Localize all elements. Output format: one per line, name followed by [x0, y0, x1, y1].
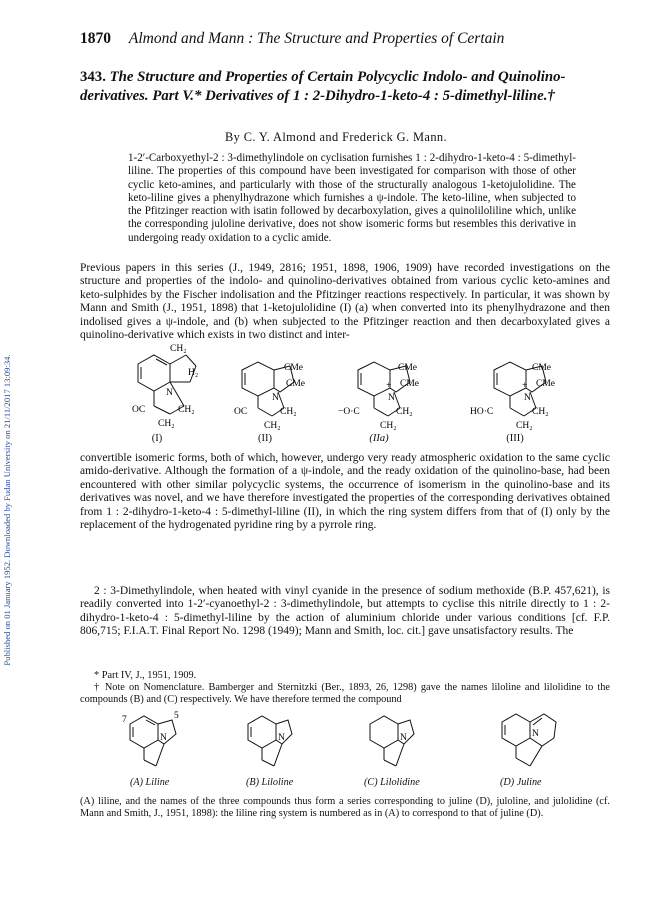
svg-text:CH₂: CH₂: [264, 421, 281, 431]
svg-text:5: 5: [174, 711, 179, 721]
footnote-tail: (A) liline, and the names of the three compounds thus form a series corresponding to juline (D), juloline, and julolidine (cf. Mann and Smith, J., 1951, 1898): the liline ring system is numbered as in (A) to correspond to that of juline (D).: [80, 796, 610, 820]
structure-IIa: [338, 356, 424, 432]
svg-text:+: +: [522, 381, 528, 391]
svg-text:CH₂: CH₂: [158, 419, 175, 429]
label-III: (III): [506, 433, 524, 444]
abstract: 1-2′-Carboxyethyl-2 : 3-dimethylindole on cyclisation furnishes 1 : 2-dihydro-1-keto-4 : 5-dimethyl-liline. The properties of this compound have been investigated for comparison with those of other cyclic keto-amines, and particularly with those of the structurally analogous 1-ketojulolidine. The keto-liline gives a phenylhydrazone which furnishes a ψ-indole. The keto-liline, when subjected to the Pfitzinger reaction with isatin followed by decarboxylation, gives a quinoliloliline which, unlike the corresponding juloline derivative, does not show isomeric forms but resembles this derivative in undergoing ready oxidation to a cyclic amide.: [128, 152, 576, 244]
svg-text:H₂: H₂: [188, 368, 199, 378]
svg-text:CH₂: CH₂: [532, 407, 549, 417]
svg-text:7: 7: [122, 715, 127, 725]
svg-text:CMe: CMe: [286, 379, 305, 389]
svg-text:OC: OC: [132, 405, 146, 415]
structure-I: [118, 342, 204, 432]
label-D: (D) Juline: [500, 777, 542, 788]
svg-text:HO·C: HO·C: [470, 407, 494, 417]
structure-C-lilolidine: [362, 710, 422, 770]
svg-text:+: +: [386, 381, 392, 391]
svg-text:−O·C: −O·C: [338, 407, 360, 417]
structure-B-liloline: [240, 710, 300, 770]
svg-text:N: N: [272, 393, 279, 403]
svg-text:N: N: [524, 393, 531, 403]
svg-text:N: N: [166, 388, 173, 398]
svg-text:N: N: [160, 733, 167, 743]
svg-text:CMe: CMe: [398, 363, 417, 373]
svg-text:CH₂: CH₂: [170, 344, 187, 354]
footnote-star: * Part IV, J., 1951, 1909.: [94, 670, 197, 681]
svg-text:CMe: CMe: [400, 379, 419, 389]
svg-text:CMe: CMe: [532, 363, 551, 373]
svg-text:CH₂: CH₂: [280, 407, 297, 417]
structure-D-juline: [490, 706, 560, 772]
paragraph-1: Previous papers in this series (J., 1949, 2816; 1951, 1898, 1906, 1909) have recorded investigations on the structure and properties of the indolo- and quinolino-derivatives obtained from various cyclic keto-amines and keto-sulphides by the Fischer indolisation and the Pfitzinger reactions respectively. In particular, it was shown by Mann and Smith (J., 1951, 1898) that 1-ketojulolidine (I) (a) when converted into its phenylhydrazone and then indolised gives a ψ-indole, and (b) when subjected to the Pfitzinger reaction and then decarboxylated gives a quinolino-derivative which exists in two distinct and inter-: [80, 262, 610, 342]
svg-text:CH₂: CH₂: [516, 421, 533, 431]
svg-text:CH₂: CH₂: [396, 407, 413, 417]
paragraph-3: 2 : 3-Dimethylindole, when heated with vinyl cyanide in the presence of sodium methoxide (B.P. 457,621), is readily converted into 1-2′-cyanoethyl-2 : 3-dimethylindole, but attempts to cyclise this nitrile directly to 1 : 2-dihydro-1-keto-4 : 5-dimethyl-liline by the action of aluminium chloride under various conditions [cf. F.P. 806,715; F.I.A.T. Final Report No. 1298 (1949); Mann and Smith, loc. cit.] gave unsatisfactory results. The: [80, 585, 610, 638]
label-IIa: (IIa): [369, 433, 389, 444]
svg-text:CMe: CMe: [536, 379, 555, 389]
article-title: [80, 68, 610, 106]
structure-A-liline: [118, 710, 188, 770]
page-number: 1870: [80, 30, 111, 47]
svg-text:CH₂: CH₂: [178, 405, 195, 415]
svg-text:N: N: [278, 733, 285, 743]
label-B: (B) Liloline: [246, 777, 294, 788]
svg-text:CH₂: CH₂: [380, 421, 397, 431]
paragraph-2: convertible isomeric forms, both of which, however, undergo very ready atmospheric oxidation to the same cyclic amido-derivative. Although the formation of a ψ-indole, and the ready oxidation of the quinolino-base, had been encountered with other similar polycyclic systems, the occurrence of isomerism in the quinolino-base and its derivatives was novel, and we have therefore investigated the properties of the corresponding derivatives obtained from 1 : 2-dihydro-1-keto-4 : 5-dimethyl-liline (II), in which the ring system differs from that of (I) only by the replacement of the hydrogenated pyridine ring by a pyrrole ring.: [80, 452, 610, 532]
authors: By C. Y. Almond and Frederick G. Mann.: [224, 130, 448, 144]
download-stamp: Published on 01 January 1952. Downloaded by Fudan University on 21/11/2017 13:09:34.: [2, 354, 12, 666]
svg-text:N: N: [532, 729, 539, 739]
structure-III: [460, 356, 560, 432]
svg-text:CMe: CMe: [284, 363, 303, 373]
running-title: Almond and Mann : The Structure and Properties of Certain: [128, 30, 505, 47]
label-C: (C) Lilolidine: [364, 777, 420, 788]
label-I: (I): [151, 433, 163, 444]
structure-II: [228, 356, 308, 432]
svg-text:OC: OC: [234, 407, 248, 417]
footnote-dagger: † Note on Nomenclature. Bamberger and Sternitzki (Ber., 1893, 26, 1298) gave the names liloline and lilolidine to the compounds (B) and (C) respectively. We have therefore termed the compound: [80, 682, 610, 706]
label-II: (II): [258, 433, 272, 444]
label-A: (A) Liline: [130, 777, 170, 788]
svg-text:N: N: [388, 393, 395, 403]
running-header: [80, 30, 610, 48]
svg-text:N: N: [400, 733, 407, 743]
article-number: 343.: [80, 69, 106, 85]
article-title-text: The Structure and Properties of Certain Polycyclic Indolo- and Quinolino-derivatives. Part V.* Derivatives of 1 : 2-Dihydro-1-keto-4 : 5-dimethyl-liline.†: [80, 69, 566, 104]
